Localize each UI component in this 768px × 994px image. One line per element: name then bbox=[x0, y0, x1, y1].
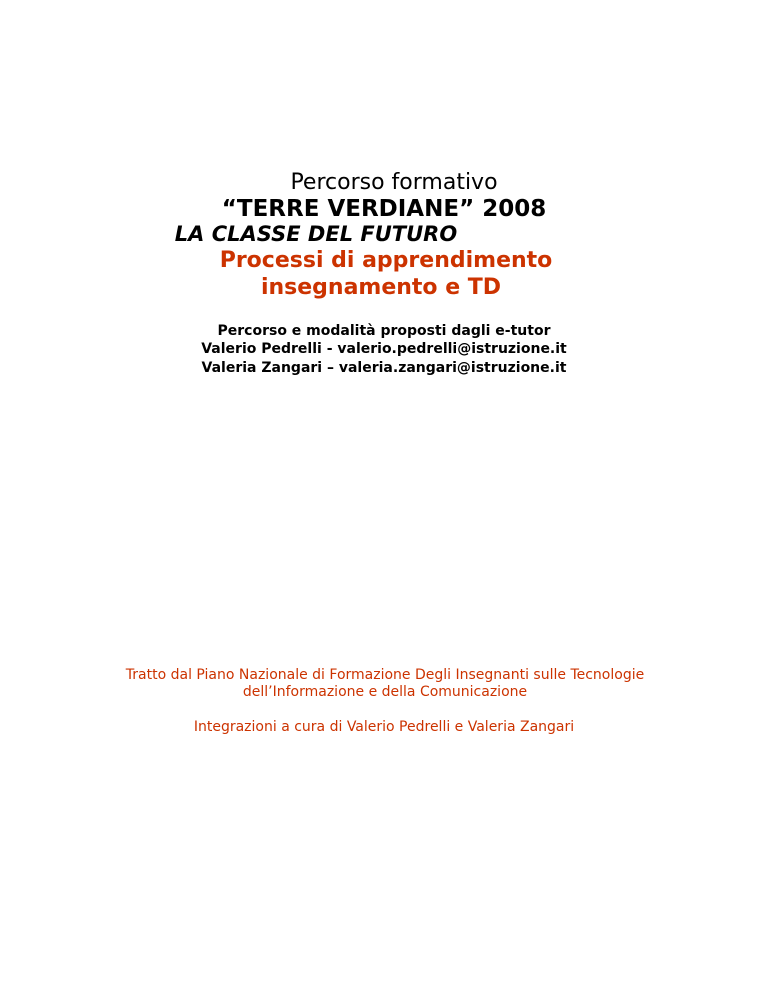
tutors-intro: Percorso e modalità proposti dagli e-tutor bbox=[217, 323, 551, 339]
course-subtitle: LA CLASSE DEL FUTURO bbox=[174, 222, 458, 246]
course-label: Percorso formativo bbox=[290, 170, 498, 195]
tutor-line-2: Valeria Zangari – valeria.zangari@istruzione.it bbox=[201, 360, 567, 376]
source-line-1: Tratto dal Piano Nazionale di Formazione Degli Insegnanti sulle Tecnologie bbox=[125, 667, 645, 683]
credits-line: Integrazioni a cura di Valerio Pedrelli e Valeria Zangari bbox=[193, 719, 575, 735]
topic-line-2: insegnamento e TD bbox=[260, 275, 502, 300]
course-title: “TERRE VERDIANE” 2008 bbox=[221, 196, 547, 222]
topic-line-1: Processi di apprendimento bbox=[219, 248, 553, 273]
source-line-2: dell’Informazione e della Comunicazione bbox=[242, 684, 528, 700]
tutor-line-1: Valerio Pedrelli - valerio.pedrelli@istruzione.it bbox=[201, 341, 567, 357]
